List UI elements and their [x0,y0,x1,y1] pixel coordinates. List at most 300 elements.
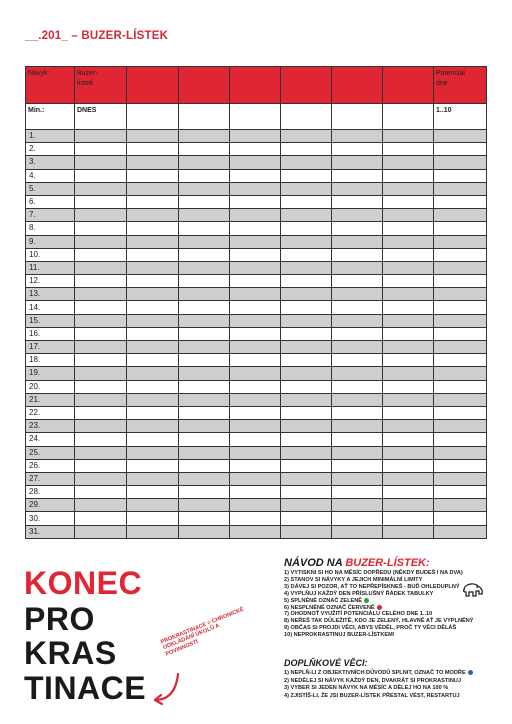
day-cell[interactable] [383,301,434,314]
day-cell[interactable] [332,314,383,327]
day-cell[interactable] [230,393,281,406]
day-cell[interactable] [230,130,281,143]
day-cell[interactable] [230,459,281,472]
day-cell[interactable] [383,380,434,393]
day-cell[interactable] [383,275,434,288]
guide-item: 3) DÁVEJ SI POZOR, AŤ TO NEPŘEPÍSKNEŠ - BUĎ OHLEDUPLNÝ [284,583,460,590]
day-cell[interactable] [127,341,179,354]
day-cell[interactable] [434,446,487,459]
day-cell[interactable] [434,380,487,393]
day-cell[interactable] [332,143,383,156]
day-cell[interactable] [281,486,332,499]
day-cell[interactable] [127,499,179,512]
day-cell[interactable] [75,248,127,261]
day-cell[interactable] [281,195,332,208]
day-cell[interactable] [179,446,230,459]
day-cell[interactable] [332,301,383,314]
habit-column-4[interactable] [281,67,332,104]
day-cell[interactable] [75,354,127,367]
day-cell[interactable] [75,275,127,288]
day-cell[interactable] [230,406,281,419]
day-cell[interactable] [383,406,434,419]
day-cell[interactable] [127,433,179,446]
table-row [26,156,487,169]
day-cell[interactable] [75,446,127,459]
day-cell[interactable] [75,130,127,143]
min-cell[interactable] [383,104,434,130]
day-cell[interactable] [127,393,179,406]
day-cell[interactable] [127,367,179,380]
habit-column-5[interactable] [332,67,383,104]
day-cell[interactable] [179,235,230,248]
day-cell[interactable] [127,459,179,472]
day-cell[interactable] [332,130,383,143]
day-cell[interactable] [230,433,281,446]
day-cell[interactable] [434,354,487,367]
day-cell[interactable] [230,209,281,222]
day-cell[interactable] [179,406,230,419]
day-cell[interactable] [179,209,230,222]
table-row [26,288,487,301]
day-cell[interactable] [281,261,332,274]
day-cell[interactable] [127,182,179,195]
day-cell[interactable] [332,433,383,446]
day-cell[interactable] [332,341,383,354]
day-cell[interactable] [332,275,383,288]
table-row [26,169,487,182]
day-cell[interactable] [434,499,487,512]
day-cell[interactable] [179,433,230,446]
day-cell[interactable] [332,499,383,512]
day-cell[interactable] [332,222,383,235]
day-cell[interactable] [127,275,179,288]
day-cell[interactable] [127,130,179,143]
day-cell[interactable] [332,367,383,380]
day-cell[interactable] [179,472,230,485]
day-cell[interactable] [179,327,230,340]
table-row [26,420,487,433]
day-cell[interactable] [75,195,127,208]
day-cell[interactable] [383,195,434,208]
day-number: 15. [26,314,75,327]
day-cell[interactable] [127,222,179,235]
day-cell[interactable] [332,406,383,419]
day-cell[interactable] [230,195,281,208]
day-cell[interactable] [179,367,230,380]
habit-column-3[interactable] [230,67,281,104]
day-cell[interactable] [179,156,230,169]
day-cell[interactable] [230,275,281,288]
day-number: 19. [26,367,75,380]
day-cell[interactable] [230,367,281,380]
day-cell[interactable] [127,209,179,222]
day-cell[interactable] [434,486,487,499]
day-cell[interactable] [383,261,434,274]
day-cell[interactable] [434,472,487,485]
habit-column-2[interactable] [179,67,230,104]
day-cell[interactable] [127,195,179,208]
day-number: 2. [26,143,75,156]
day-cell[interactable] [75,512,127,525]
day-cell[interactable] [75,367,127,380]
day-cell[interactable] [179,512,230,525]
day-cell[interactable] [281,288,332,301]
day-cell[interactable] [281,248,332,261]
day-cell[interactable] [281,235,332,248]
day-cell[interactable] [230,525,281,538]
procrastination-definition: PROKRASTINACE = CHRONICKÉ ODKLÁDÁNÍ ÚKOLŮ A POVINNOSTÍ [160,606,245,658]
day-cell[interactable] [179,341,230,354]
day-cell[interactable] [332,354,383,367]
day-cell[interactable] [434,459,487,472]
min-cell[interactable] [127,104,179,130]
day-cell[interactable] [127,248,179,261]
day-cell[interactable] [332,209,383,222]
day-cell[interactable] [75,406,127,419]
min-cell[interactable] [332,104,383,130]
day-cell[interactable] [179,420,230,433]
day-cell[interactable] [434,420,487,433]
day-cell[interactable] [127,327,179,340]
day-cell[interactable] [332,486,383,499]
day-cell[interactable] [434,182,487,195]
day-number: 20. [26,380,75,393]
day-cell[interactable] [281,433,332,446]
table-row [26,195,487,208]
green-dot-icon [364,598,369,603]
day-cell[interactable] [179,195,230,208]
day-cell[interactable] [230,327,281,340]
day-cell[interactable] [281,512,332,525]
day-cell[interactable] [383,512,434,525]
day-cell[interactable] [179,182,230,195]
day-cell[interactable] [230,235,281,248]
day-cell[interactable] [75,459,127,472]
day-cell[interactable] [281,367,332,380]
day-cell[interactable] [332,393,383,406]
day-cell[interactable] [127,406,179,419]
day-cell[interactable] [383,169,434,182]
guide-item: 7) OHODNOŤ VYUŽITÍ POTENCIÁLU CELÉHO DNE 1..10 [284,611,433,618]
table-row [26,341,487,354]
day-cell[interactable] [75,222,127,235]
extras-item: 2) NEDĚLEJ SI NÁVYK KAŽDÝ DEN, DVAKRÁT SI PROKRASTINUJ [284,677,462,684]
day-cell[interactable] [75,525,127,538]
day-cell[interactable] [383,182,434,195]
day-cell[interactable] [434,235,487,248]
day-cell[interactable] [332,156,383,169]
day-cell[interactable] [434,261,487,274]
day-cell[interactable] [127,288,179,301]
day-cell[interactable] [434,275,487,288]
day-cell[interactable] [281,327,332,340]
habit-table [25,66,487,539]
day-cell[interactable] [127,486,179,499]
day-cell[interactable] [75,143,127,156]
day-cell[interactable] [281,275,332,288]
day-cell[interactable] [383,314,434,327]
day-cell[interactable] [332,420,383,433]
day-cell[interactable] [230,261,281,274]
table-row [26,209,487,222]
day-cell[interactable] [434,341,487,354]
day-cell[interactable] [75,472,127,485]
day-cell[interactable] [75,301,127,314]
day-cell[interactable] [434,156,487,169]
day-cell[interactable] [179,130,230,143]
day-cell[interactable] [281,420,332,433]
day-cell[interactable] [383,248,434,261]
day-cell[interactable] [281,472,332,485]
day-cell[interactable] [434,288,487,301]
day-cell[interactable] [281,341,332,354]
day-cell[interactable] [230,222,281,235]
day-cell[interactable] [434,406,487,419]
day-cell[interactable] [434,209,487,222]
table-row [26,130,487,143]
day-cell[interactable] [127,301,179,314]
day-cell[interactable] [383,486,434,499]
day-cell[interactable] [383,143,434,156]
day-cell[interactable] [230,486,281,499]
day-cell[interactable] [383,354,434,367]
day-cell[interactable] [332,182,383,195]
day-cell[interactable] [383,235,434,248]
table-row [26,486,487,499]
day-cell[interactable] [179,248,230,261]
day-cell[interactable] [179,380,230,393]
day-cell[interactable] [434,130,487,143]
day-cell[interactable] [383,446,434,459]
day-cell[interactable] [75,341,127,354]
day-cell[interactable] [127,512,179,525]
day-cell[interactable] [383,499,434,512]
day-cell[interactable] [332,327,383,340]
day-cell[interactable] [230,354,281,367]
day-cell[interactable] [281,314,332,327]
day-cell[interactable] [383,130,434,143]
day-cell[interactable] [75,393,127,406]
day-cell[interactable] [127,261,179,274]
day-cell[interactable] [383,420,434,433]
day-cell[interactable] [179,525,230,538]
day-number: 21. [26,393,75,406]
table-row [26,261,487,274]
day-number: 3. [26,156,75,169]
day-cell[interactable] [230,512,281,525]
day-cell[interactable] [434,433,487,446]
day-number: 27. [26,472,75,485]
day-cell[interactable] [434,169,487,182]
day-cell[interactable] [179,288,230,301]
day-number: 22. [26,406,75,419]
day-cell[interactable] [332,459,383,472]
day-cell[interactable] [281,499,332,512]
potential-header: Potenciál dne [434,67,487,104]
min-cell[interactable] [179,104,230,130]
day-cell[interactable] [383,393,434,406]
habit-column-1[interactable] [127,67,179,104]
day-cell[interactable] [383,525,434,538]
day-cell[interactable] [281,459,332,472]
day-cell[interactable] [179,459,230,472]
day-cell[interactable] [332,235,383,248]
day-cell[interactable] [332,261,383,274]
day-cell[interactable] [332,512,383,525]
day-cell[interactable] [434,525,487,538]
day-cell[interactable] [127,380,179,393]
day-cell[interactable] [383,156,434,169]
day-cell[interactable] [332,288,383,301]
day-cell[interactable] [281,182,332,195]
day-cell[interactable] [75,499,127,512]
min-cell[interactable] [230,104,281,130]
day-cell[interactable] [230,380,281,393]
day-cell[interactable] [281,209,332,222]
day-cell[interactable] [75,433,127,446]
list-header: Buzer- lístek [75,67,127,104]
day-cell[interactable] [230,314,281,327]
day-cell[interactable] [383,341,434,354]
day-number: 6. [26,195,75,208]
day-cell[interactable] [230,169,281,182]
red-dot-icon [377,605,382,610]
day-cell[interactable] [230,143,281,156]
day-cell[interactable] [230,341,281,354]
day-cell[interactable] [75,288,127,301]
day-cell[interactable] [230,499,281,512]
day-cell[interactable] [230,420,281,433]
day-cell[interactable] [281,525,332,538]
habit-column-6[interactable] [383,67,434,104]
day-cell[interactable] [127,446,179,459]
day-cell[interactable] [332,472,383,485]
extras-item: 4) ZJISTÍŠ-LI, ŽE JSI BUZER-LÍSTEK PŘESTAL VÉST, RESTARTUJ [284,692,460,699]
day-cell[interactable] [332,169,383,182]
day-cell[interactable] [434,393,487,406]
day-cell[interactable] [230,248,281,261]
day-cell[interactable] [75,169,127,182]
day-cell[interactable] [434,143,487,156]
day-cell[interactable] [434,327,487,340]
extras-item: 1) NEPLŇ-LI Z OBJEKTIVNÍCH DŮVODŮ SPLNIT, OZNAČ TO MODŘE [284,670,494,678]
day-cell[interactable] [179,354,230,367]
day-cell[interactable] [383,367,434,380]
day-cell[interactable] [281,380,332,393]
day-cell[interactable] [332,195,383,208]
day-cell[interactable] [434,314,487,327]
guide-item: 5) SPLNĚNÉ OZNAČ ZELENĚ [284,598,494,605]
table-row [26,327,487,340]
day-cell[interactable] [434,367,487,380]
day-cell[interactable] [179,314,230,327]
day-number: 11. [26,261,75,274]
day-cell[interactable] [230,446,281,459]
day-cell[interactable] [179,393,230,406]
day-cell[interactable] [434,512,487,525]
day-cell[interactable] [127,143,179,156]
day-cell[interactable] [434,195,487,208]
day-cell[interactable] [383,222,434,235]
day-cell[interactable] [281,169,332,182]
day-cell[interactable] [127,525,179,538]
day-cell[interactable] [75,380,127,393]
day-cell[interactable] [179,169,230,182]
day-cell[interactable] [75,420,127,433]
day-cell[interactable] [179,143,230,156]
guide-item: 2) STANOV SI NÁVYKY A JEJICH MINIMÁLNÍ LIMITY [284,576,423,583]
day-cell[interactable] [230,156,281,169]
table-row [26,275,487,288]
day-cell[interactable] [383,433,434,446]
day-cell[interactable] [179,275,230,288]
day-cell[interactable] [127,314,179,327]
day-cell[interactable] [281,354,332,367]
day-cell[interactable] [75,156,127,169]
day-cell[interactable] [230,301,281,314]
arrow-icon [152,670,182,706]
day-cell[interactable] [75,235,127,248]
day-cell[interactable] [179,261,230,274]
day-cell[interactable] [281,130,332,143]
table-row [26,459,487,472]
day-cell[interactable] [127,472,179,485]
day-cell[interactable] [332,248,383,261]
min-cell[interactable] [281,104,332,130]
day-cell[interactable] [75,261,127,274]
day-cell[interactable] [230,182,281,195]
day-cell[interactable] [75,327,127,340]
guide-item: 10) NEPROKRASTINUJ BUZER-LÍSTKEM! [284,632,395,639]
day-cell[interactable] [281,156,332,169]
day-cell[interactable] [332,446,383,459]
day-cell[interactable] [332,525,383,538]
day-cell[interactable] [332,380,383,393]
day-cell[interactable] [383,459,434,472]
day-cell[interactable] [281,143,332,156]
day-cell[interactable] [179,486,230,499]
page-title: __.201_ – BUZER-LÍSTEK [25,30,169,42]
day-cell[interactable] [127,420,179,433]
day-cell[interactable] [281,406,332,419]
day-cell[interactable] [127,156,179,169]
day-cell[interactable] [383,209,434,222]
logo-line-2: PRO [24,601,95,637]
day-cell[interactable] [75,209,127,222]
day-cell[interactable] [434,222,487,235]
day-cell[interactable] [383,327,434,340]
day-cell[interactable] [281,446,332,459]
day-cell[interactable] [179,499,230,512]
day-cell[interactable] [281,393,332,406]
day-cell[interactable] [75,486,127,499]
day-cell[interactable] [127,354,179,367]
day-cell[interactable] [179,301,230,314]
day-cell[interactable] [75,182,127,195]
day-cell[interactable] [434,248,487,261]
day-cell[interactable] [75,314,127,327]
day-cell[interactable] [281,222,332,235]
day-cell[interactable] [127,235,179,248]
day-cell[interactable] [434,301,487,314]
day-cell[interactable] [383,288,434,301]
day-cell[interactable] [281,301,332,314]
day-cell[interactable] [127,169,179,182]
day-cell[interactable] [230,472,281,485]
day-cell[interactable] [230,288,281,301]
day-cell[interactable] [179,222,230,235]
day-cell[interactable] [383,472,434,485]
